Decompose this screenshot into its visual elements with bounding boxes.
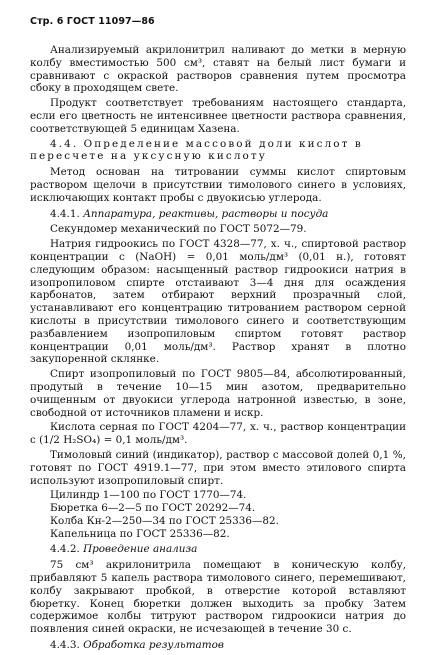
paragraph-procedure: 75 см³ акрилонитрила помещают в коническую колбу, прибавляют 5 капель раствора тимолового синего, перемешивают, колбу закрывают пробкой, в отверстие которой вставляют бюретку. Конец бюретки должен выходить за пробку Затем содержимое колбы титруют раствором гидроокиси натрия до появления синей окраски, не исчезающей в течение 30 с. bbox=[30, 559, 406, 636]
subsection-heading-4-4-3 bbox=[30, 639, 406, 652]
list-item: Бюретка 6—2—5 по ГОСТ 20292—74. bbox=[50, 502, 256, 515]
paragraph-method-principle: Метод основан на титровании суммы кислот спиртовым раствором щелочи в присутствии тимолового синего в условиях, исключающих контакт пробы с двуокисью углерода. bbox=[30, 166, 406, 204]
subsection-number: 4.4.2. bbox=[50, 543, 80, 556]
section-heading-4-4: 4.4. Определение массовой доли кислот в пересчете на уксусную кислоту bbox=[30, 137, 363, 163]
subsection-title: Обработка результатов bbox=[83, 639, 224, 652]
list-item: Колба Кн-2—250—34 по ГОСТ 25336—82. bbox=[50, 514, 279, 527]
subsection-number: 4.4.3. bbox=[50, 639, 80, 652]
page-header: Стр. 6 ГОСТ 11097—86 bbox=[30, 16, 155, 27]
paragraph-isopropyl-alcohol: Спирт изопропиловый по ГОСТ 9805—84, абсолютированный, продутый в течение 10—15 мин азотом, предварительно очищенным от двуокиси углерода натронной известью, в зоне, свободной от источников пламени и искр. bbox=[30, 368, 406, 419]
paragraph-stopwatch: Секундомер механический по ГОСТ 5072—79. bbox=[50, 223, 307, 236]
page-content bbox=[30, 44, 406, 655]
paragraph-conformity: Продукт соответствует требованиям настоящего стандарта, если его цветность не интенсивнее цветности раствора сравнения, соответствующей 5 единицам Хазена. bbox=[30, 97, 406, 135]
subsection-number: 4.4.1. bbox=[50, 207, 80, 220]
subsection-heading-4-4-1 bbox=[30, 208, 406, 221]
equipment-list bbox=[30, 489, 406, 540]
paragraph-sulfuric-acid: Кислота серная по ГОСТ 4204—77, х. ч., раствор концентрации с (1/2 H₂SO₄) = 0,1 моль/дм³. bbox=[30, 421, 406, 447]
list-item: Капельница по ГОСТ 25336—82. bbox=[50, 527, 230, 540]
subsection-title: Аппаратура, реактивы, растворы и посуда bbox=[83, 207, 329, 220]
list-item: Цилиндр 1—100 по ГОСТ 1770—74. bbox=[50, 489, 247, 502]
paragraph-thymol-blue: Тимоловый синий (индикатор), раствор с массовой долей 0,1 %, готовят по ГОСТ 4919.1—77, при этом вместо этилового спирта используют изопропиловый спирт. bbox=[30, 448, 406, 487]
paragraph-sodium-hydroxide: Натрия гидроокись по ГОСТ 4328—77, х. ч., спиртовой раствор концентрации с (NaOH) = 0,01 моль/дм³ (0,01 н.), готовят следующим образом: насыщенный раствор гидроокиси натрия в изопропиловом спирте отстаивают 3—4 дня для осаждения карбонатов, затем отбирают верхний прозрачный слой, устанавливают его концентрацию титрованием раствором серной кислоты в присутствии тимолового синего и соответствующим разбавлением изопропиловым спиртом готовят раствор концентрации 0,01 моль/дм³. Раствор хранят в плотно закупоренной склянке. bbox=[30, 238, 406, 366]
subsection-title: Проведение анализа bbox=[83, 543, 198, 556]
paragraph-sample-filling: Анализируемый акрилонитрил наливают до метки в мерную колбу вместимостью 500 см³, ставят на белый лист бумаги и сравнивают с окраской растворов сравнения путем просмотра сбоку в проходящем свете. bbox=[30, 44, 406, 95]
subsection-heading-4-4-2 bbox=[30, 543, 406, 556]
